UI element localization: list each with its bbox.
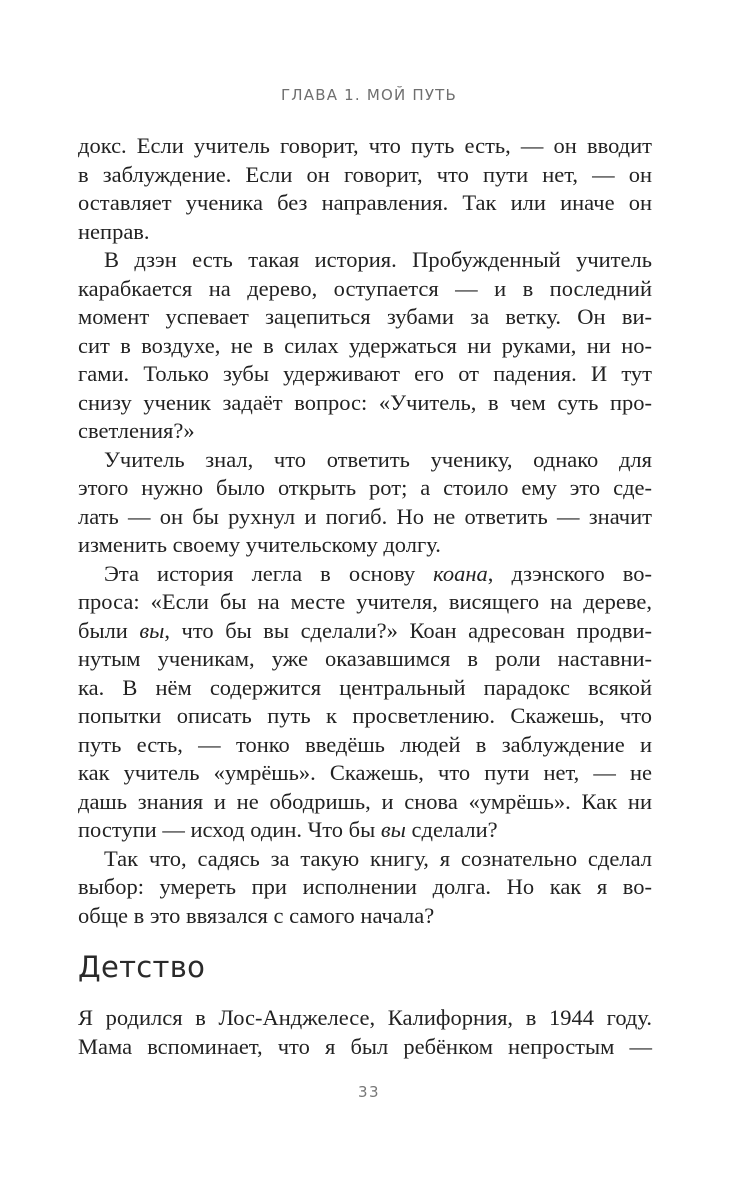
text-line: светления?» bbox=[78, 418, 195, 443]
text-run: , что бы вы сделали?» Коан адресован продви- bbox=[164, 617, 652, 643]
text-line: выбор: умереть при исполнении долга. Но как я во- bbox=[78, 874, 652, 899]
text-line: неправ. bbox=[78, 218, 150, 244]
text-line: карабкается на дерево, оступается — и в последний bbox=[78, 275, 652, 301]
text-line: проса: «Если бы на месте учителя, висящего на дереве, bbox=[78, 589, 652, 614]
italic-term: коана bbox=[433, 560, 488, 586]
italic-term: вы bbox=[139, 617, 165, 643]
section-heading: Детство bbox=[78, 950, 206, 984]
italic-term: вы bbox=[380, 817, 406, 842]
text-line: путь есть, — тонко введёшь людей в заблуждение и bbox=[78, 731, 652, 757]
text-line: изменить своему учительскому долгу. bbox=[78, 532, 441, 557]
page-number: 33 bbox=[357, 1083, 381, 1101]
text-line: гами. Только зубы удерживают его от падения. И тут bbox=[78, 361, 652, 386]
text-run: Эта история легла в основу bbox=[104, 560, 434, 586]
text-line bbox=[78, 560, 652, 589]
text-line: лать — он бы рухнул и погиб. Но не ответить — значит bbox=[78, 503, 652, 529]
text-line: в заблуждение. Если он говорит, что пути нет, — он bbox=[78, 161, 652, 187]
text-line: оставляет ученика без направления. Так или иначе он bbox=[78, 190, 652, 215]
text-line: В дзэн есть такая история. Пробужденный учитель bbox=[104, 247, 652, 272]
text-run: сделали? bbox=[405, 817, 498, 842]
text-line bbox=[78, 617, 652, 646]
text-line: сит в воздухе, не в силах удержаться ни руками, ни но- bbox=[78, 332, 652, 358]
text-line: докс. Если учитель говорит, что путь есть, — он вводит bbox=[78, 133, 652, 158]
running-head: ГЛАВА 1. МОЙ ПУТЬ bbox=[280, 86, 458, 104]
text-line: дашь знания и не ободришь, и снова «умрёшь». Как ни bbox=[78, 788, 652, 814]
section-text bbox=[78, 1004, 652, 1061]
text-line: Я родился в Лос-Анджелесе, Калифорния, в 1944 году. bbox=[78, 1005, 652, 1030]
text-line: ка. В нём содержится центральный парадокс всякой bbox=[78, 674, 652, 700]
text-line: как учитель «умрёшь». Скажешь, что пути нет, — не bbox=[78, 760, 652, 785]
text-line: обще в это ввязался с самого начала? bbox=[78, 902, 435, 928]
text-run: , дзэнского во- bbox=[487, 560, 653, 586]
text-line: снизу ученик задаёт вопрос: «Учитель, в чем суть про- bbox=[78, 389, 652, 415]
text-line: Так что, садясь за такую книгу, я сознательно сделал bbox=[104, 845, 652, 871]
text-line: нутым ученикам, уже оказавшимся в роли наставни- bbox=[78, 646, 652, 671]
text-line bbox=[78, 816, 652, 845]
text-line: попытки описать путь к просветлению. Скажешь, что bbox=[78, 703, 652, 728]
text-run: были bbox=[78, 617, 140, 643]
text-line: момент успевает зацепиться зубами за ветку. Он ви- bbox=[78, 304, 652, 329]
text-line: Учитель знал, что ответить ученику, однако для bbox=[104, 446, 652, 472]
text-line: Мама вспоминает, что я был ребёнком непростым — bbox=[78, 1033, 652, 1059]
text-run: поступи — исход один. Что бы bbox=[78, 817, 381, 842]
text-line: этого нужно было открыть рот; а стоило ему это сде- bbox=[78, 475, 652, 500]
body-text bbox=[78, 132, 652, 930]
